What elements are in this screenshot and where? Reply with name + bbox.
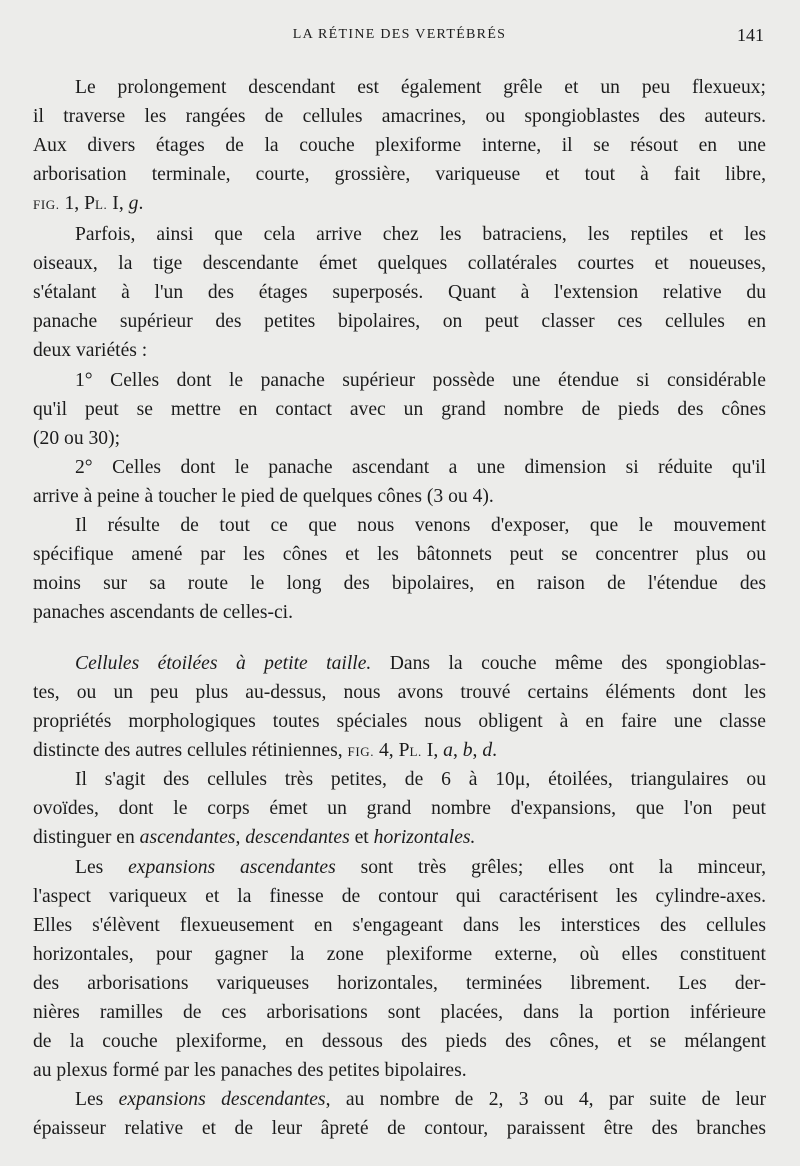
text-line: Il s'agit des cellules très petites, de 6 à 10μ, étoilées, triangulaires ou xyxy=(75,769,766,790)
text-line: des arborisations variqueuses horizontales, terminées librement. Les der- xyxy=(33,973,766,994)
text-line: arrive à peine à toucher le pied de quelques cônes (3 ou 4). xyxy=(33,486,494,507)
text-line: il traverse les rangées de cellules amacrines, ou spongioblastes des auteurs. xyxy=(33,106,766,127)
text-line: Aux divers étages de la couche plexiforme interne, il se résout en une xyxy=(33,135,766,156)
text-line: 1° Celles dont le panache supérieur possède une étendue si considérable xyxy=(75,370,766,391)
text-line: qu'il peut se mettre en contact avec un grand nombre de pieds des cônes xyxy=(33,399,766,420)
text-line: distinguer en ascendantes, descendantes et horizontales. xyxy=(33,827,476,848)
text-line: oiseaux, la tige descendante émet quelques collatérales courtes et noueuses, xyxy=(33,253,766,274)
text-line: arborisation terminale, courte, grossière, variqueuse et tout à fait libre, xyxy=(33,164,766,185)
text-line: FIG. 1, PL. I, g. xyxy=(33,193,144,214)
text-line: l'aspect variqueux et la finesse de contour qui caractérisent les cylindre-axes. xyxy=(33,886,766,907)
text-line: Le prolongement descendant est également grêle et un peu flexueux; xyxy=(75,77,766,98)
text-line: 2° Celles dont le panache ascendant a une dimension si réduite qu'il xyxy=(75,457,766,478)
text-line: propriétés morphologiques toutes spéciales nous obligent à en faire une classe xyxy=(33,711,766,732)
text-line: au plexus formé par les panaches des petites bipolaires. xyxy=(33,1060,467,1081)
text-line: s'étalant à l'un des étages superposés. Quant à l'extension relative du xyxy=(33,282,766,303)
text-line: distincte des autres cellules rétiniennes, FIG. 4, PL. I, a, b, d. xyxy=(33,740,498,761)
text-line: moins sur sa route le long des bipolaires, en raison de l'étendue des xyxy=(33,573,766,594)
text-line: deux variétés : xyxy=(33,340,148,361)
text-line: Parfois, ainsi que cela arrive chez les batraciens, les reptiles et les xyxy=(75,224,766,245)
page-number: 141 xyxy=(737,25,764,45)
text-line: Elles s'élèvent flexueusement en s'engageant dans les interstices des cellules xyxy=(33,915,766,936)
text-line: tes, ou un peu plus au-dessus, nous avons trouvé certains éléments dont les xyxy=(33,682,766,703)
text-line: de la couche plexiforme, en dessous des pieds des cônes, et se mélangent xyxy=(33,1031,766,1052)
text-line: spécifique amené par les cônes et les bâtonnets peut se concentrer plus ou xyxy=(33,544,766,565)
text-line: épaisseur relative et de leur âpreté de contour, paraissent être des branches xyxy=(33,1118,766,1139)
text-line: ovoïdes, dont le corps émet un grand nombre d'expansions, que l'on peut xyxy=(33,798,766,819)
running-title: LA RÉTINE DES VERTÉBRÉS xyxy=(292,27,507,42)
text-line: (20 ou 30); xyxy=(33,428,121,449)
text-line: horizontales, pour gagner la zone plexiforme externe, où elles constituent xyxy=(33,944,766,965)
section-heading-line: Cellules étoilées à petite taille. Dans la couche même des spongioblas- xyxy=(75,653,767,674)
text-line: panaches ascendants de celles-ci. xyxy=(33,602,294,623)
text-line: Les expansions descendantes, au nombre de 2, 3 ou 4, par suite de leur xyxy=(75,1089,766,1110)
text-line: Les expansions ascendantes sont très grêles; elles ont la minceur, xyxy=(75,857,766,878)
text-line: nières ramilles de ces arborisations sont placées, dans la portion inférieure xyxy=(33,1002,766,1023)
text-line: panache supérieur des petites bipolaires, on peut classer ces cellules en xyxy=(33,311,766,332)
running-head xyxy=(33,24,766,48)
text-line: Il résulte de tout ce que nous venons d'exposer, que le mouvement xyxy=(75,515,766,536)
